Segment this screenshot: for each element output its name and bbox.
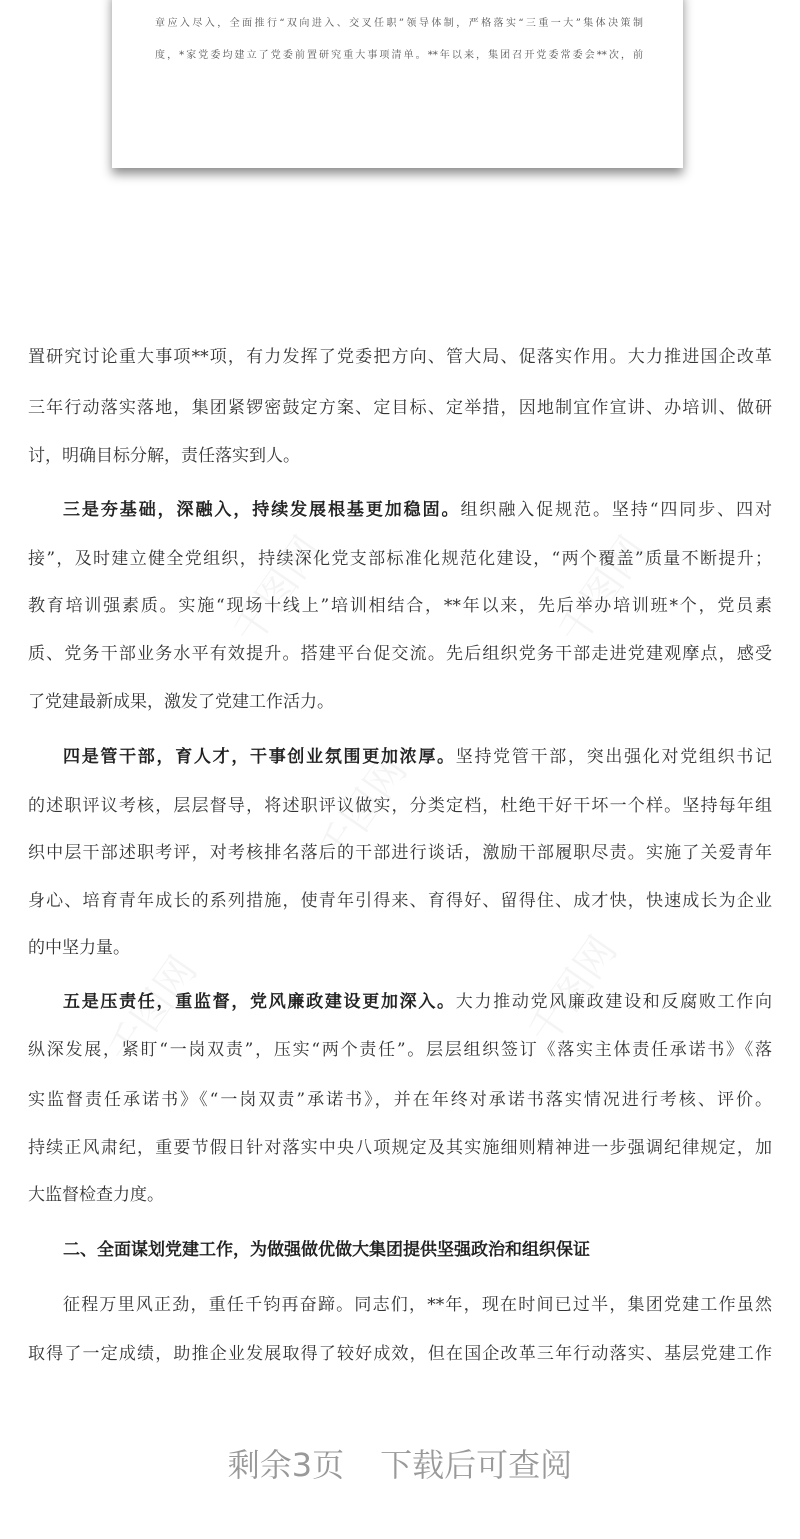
text-line: 实监督责任承诺书》《“一岗双责”承诺书》，并在年终对承诺书落实情况进行考核、评价。 bbox=[28, 1090, 772, 1110]
text-span: 组织融入促规范。坚持“四同步、四对 bbox=[460, 500, 772, 520]
text-line: 织中层干部述职考评，对考核排名落后的干部进行谈话，激励干部履职尽责。实施了关爱青年 bbox=[28, 843, 772, 863]
text-span: 大力推动党风廉政建设和反腐败工作向 bbox=[455, 992, 773, 1012]
text-line: 教育培训强素质。实施“现场十线上”培训相结合，**年以来，先后举办培训班*个，党员素 bbox=[28, 596, 772, 616]
text-line: 的述职评议考核，层层督导，将述职评议做实，分类定档，杜绝干好干坏一个样。坚持每年组 bbox=[28, 796, 772, 816]
watermark bbox=[217, 523, 333, 654]
card-line: 度，*家党委均建立了党委前置研究重大事项清单。**年以来，集团召开党委常委会**次，前 bbox=[155, 50, 643, 61]
watermark bbox=[542, 523, 658, 654]
text-line: 置研究讨论重大事项**项，有力发挥了党委把方向、管大局、促落实作用。大力推进国企改革 bbox=[28, 347, 772, 367]
section-lead: 三是夯基础，深融入，持续发展根基更加稳固。 bbox=[63, 500, 461, 520]
text-line: 的中坚力量。 bbox=[28, 938, 130, 958]
text-line: 征程万里风正劲，重任千钧再奋蹄。同志们，**年，现在时间已过半，集团党建工作虽然 bbox=[63, 1295, 772, 1315]
text-line: 纵深发展，紧盯“一岗双责”，压实“两个责任”。层层组织签订《落实主体责任承诺书》《落 bbox=[28, 1040, 772, 1060]
text-line: 三年行动落实落地，集团紧锣密鼓定方案、定目标、定举措，因地制宜作宣讲、办培训、做研 bbox=[28, 398, 772, 418]
section-lead: 四是管干部，育人才，干事创业氛围更加浓厚。 bbox=[63, 747, 456, 767]
text-line: 质、党务干部业务水平有效提升。搭建平台促交流。先后组织党务干部走进党建观摩点，感受 bbox=[28, 644, 772, 664]
text-line: 讨，明确目标分解，责任落实到人。 bbox=[28, 446, 300, 466]
text-line: 持续正风肃纪，重要节假日针对落实中央八项规定及其实施细则精神进一步强调纪律规定，加 bbox=[28, 1138, 772, 1158]
text-line: 接”，及时建立健全党组织，持续深化党支部标准化规范化建设，“两个覆盖”质量不断提升； bbox=[28, 549, 772, 569]
previous-page-card bbox=[112, 0, 683, 168]
text-line bbox=[63, 745, 772, 769]
text-line: 大监督检查力度。 bbox=[28, 1185, 164, 1205]
text-span: 坚持党管干部，突出强化对党组织书记 bbox=[455, 747, 773, 767]
remaining-pages-label: 剩余3页 bbox=[227, 1446, 345, 1484]
text-line: 了党建最新成果，激发了党建工作活力。 bbox=[28, 692, 334, 712]
text-line: 取得了一定成绩，助推企业发展取得了较好成效，但在国企改革三年行动落实、基层党建工作 bbox=[28, 1344, 772, 1364]
text-line bbox=[63, 990, 772, 1014]
text-line bbox=[63, 498, 772, 522]
download-prompt[interactable] bbox=[0, 1440, 800, 1486]
text-line: 身心、培育青年成长的系列措施，使青年引得来、育得好、留得住、成才快，快速成长为企业 bbox=[28, 891, 772, 911]
card-line: 章应入尽入，全面推行“双向进入、交叉任职”领导体制，严格落实“三重一大”集体决策制 bbox=[155, 18, 643, 29]
section-heading: 二、全面谋划党建工作，为做强做优做大集团提供坚强政治和组织保证 bbox=[63, 1240, 590, 1260]
download-to-view-label: 下载后可查阅 bbox=[380, 1446, 573, 1484]
section-lead: 五是压责任，重监督，党风廉政建设更加深入。 bbox=[63, 992, 456, 1012]
